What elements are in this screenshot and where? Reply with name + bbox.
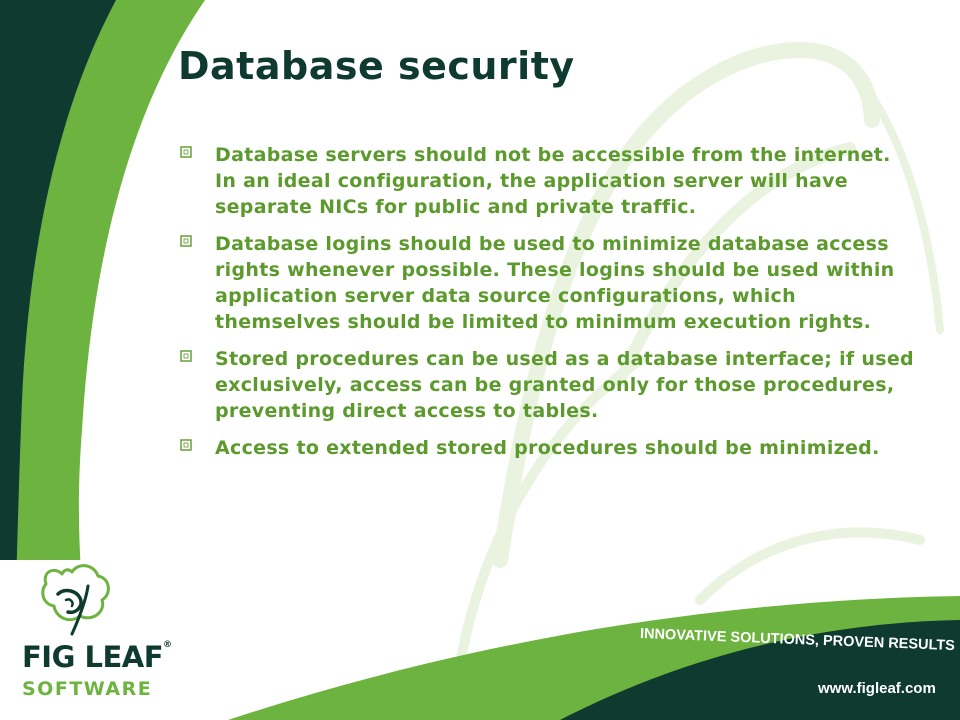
bullet-item	[178, 346, 918, 424]
bullet-text: Database logins should be used to minimize database access rights whenever possible. These logins should be used within application server data source configurations, which themselves should be limited to minimum execution rights.	[215, 233, 895, 333]
hollow-square-bullet-icon	[180, 235, 192, 247]
bullet-item	[178, 435, 918, 461]
slide-title: Database security	[178, 44, 575, 88]
bullet-item	[178, 142, 918, 220]
tagline: INNOVATIVE SOLUTIONS, PROVEN RESULTS	[639, 626, 956, 655]
bullet-item	[178, 231, 918, 335]
bullet-text: Access to extended stored procedures should be minimized.	[215, 437, 880, 459]
hollow-square-bullet-icon	[180, 439, 192, 451]
hollow-square-bullet-icon	[180, 350, 192, 362]
bullet-text: Stored procedures can be used as a database interface; if used exclusively, access can be granted only for those procedures, preventing direct access to tables.	[215, 348, 914, 422]
logo-subtitle: SOFTWARE	[22, 678, 153, 700]
bullet-text: Database servers should not be accessible from the internet. In an ideal configuration, the application server will have separate NICs for public and private traffic.	[215, 144, 891, 218]
website-url: www.figleaf.com	[818, 680, 936, 697]
company-logo	[18, 560, 172, 710]
bullet-list	[178, 142, 918, 472]
hollow-square-bullet-icon	[180, 146, 192, 158]
logo-wordmark: FIG LEAF®	[22, 640, 172, 674]
fig-leaf-icon	[36, 560, 116, 640]
